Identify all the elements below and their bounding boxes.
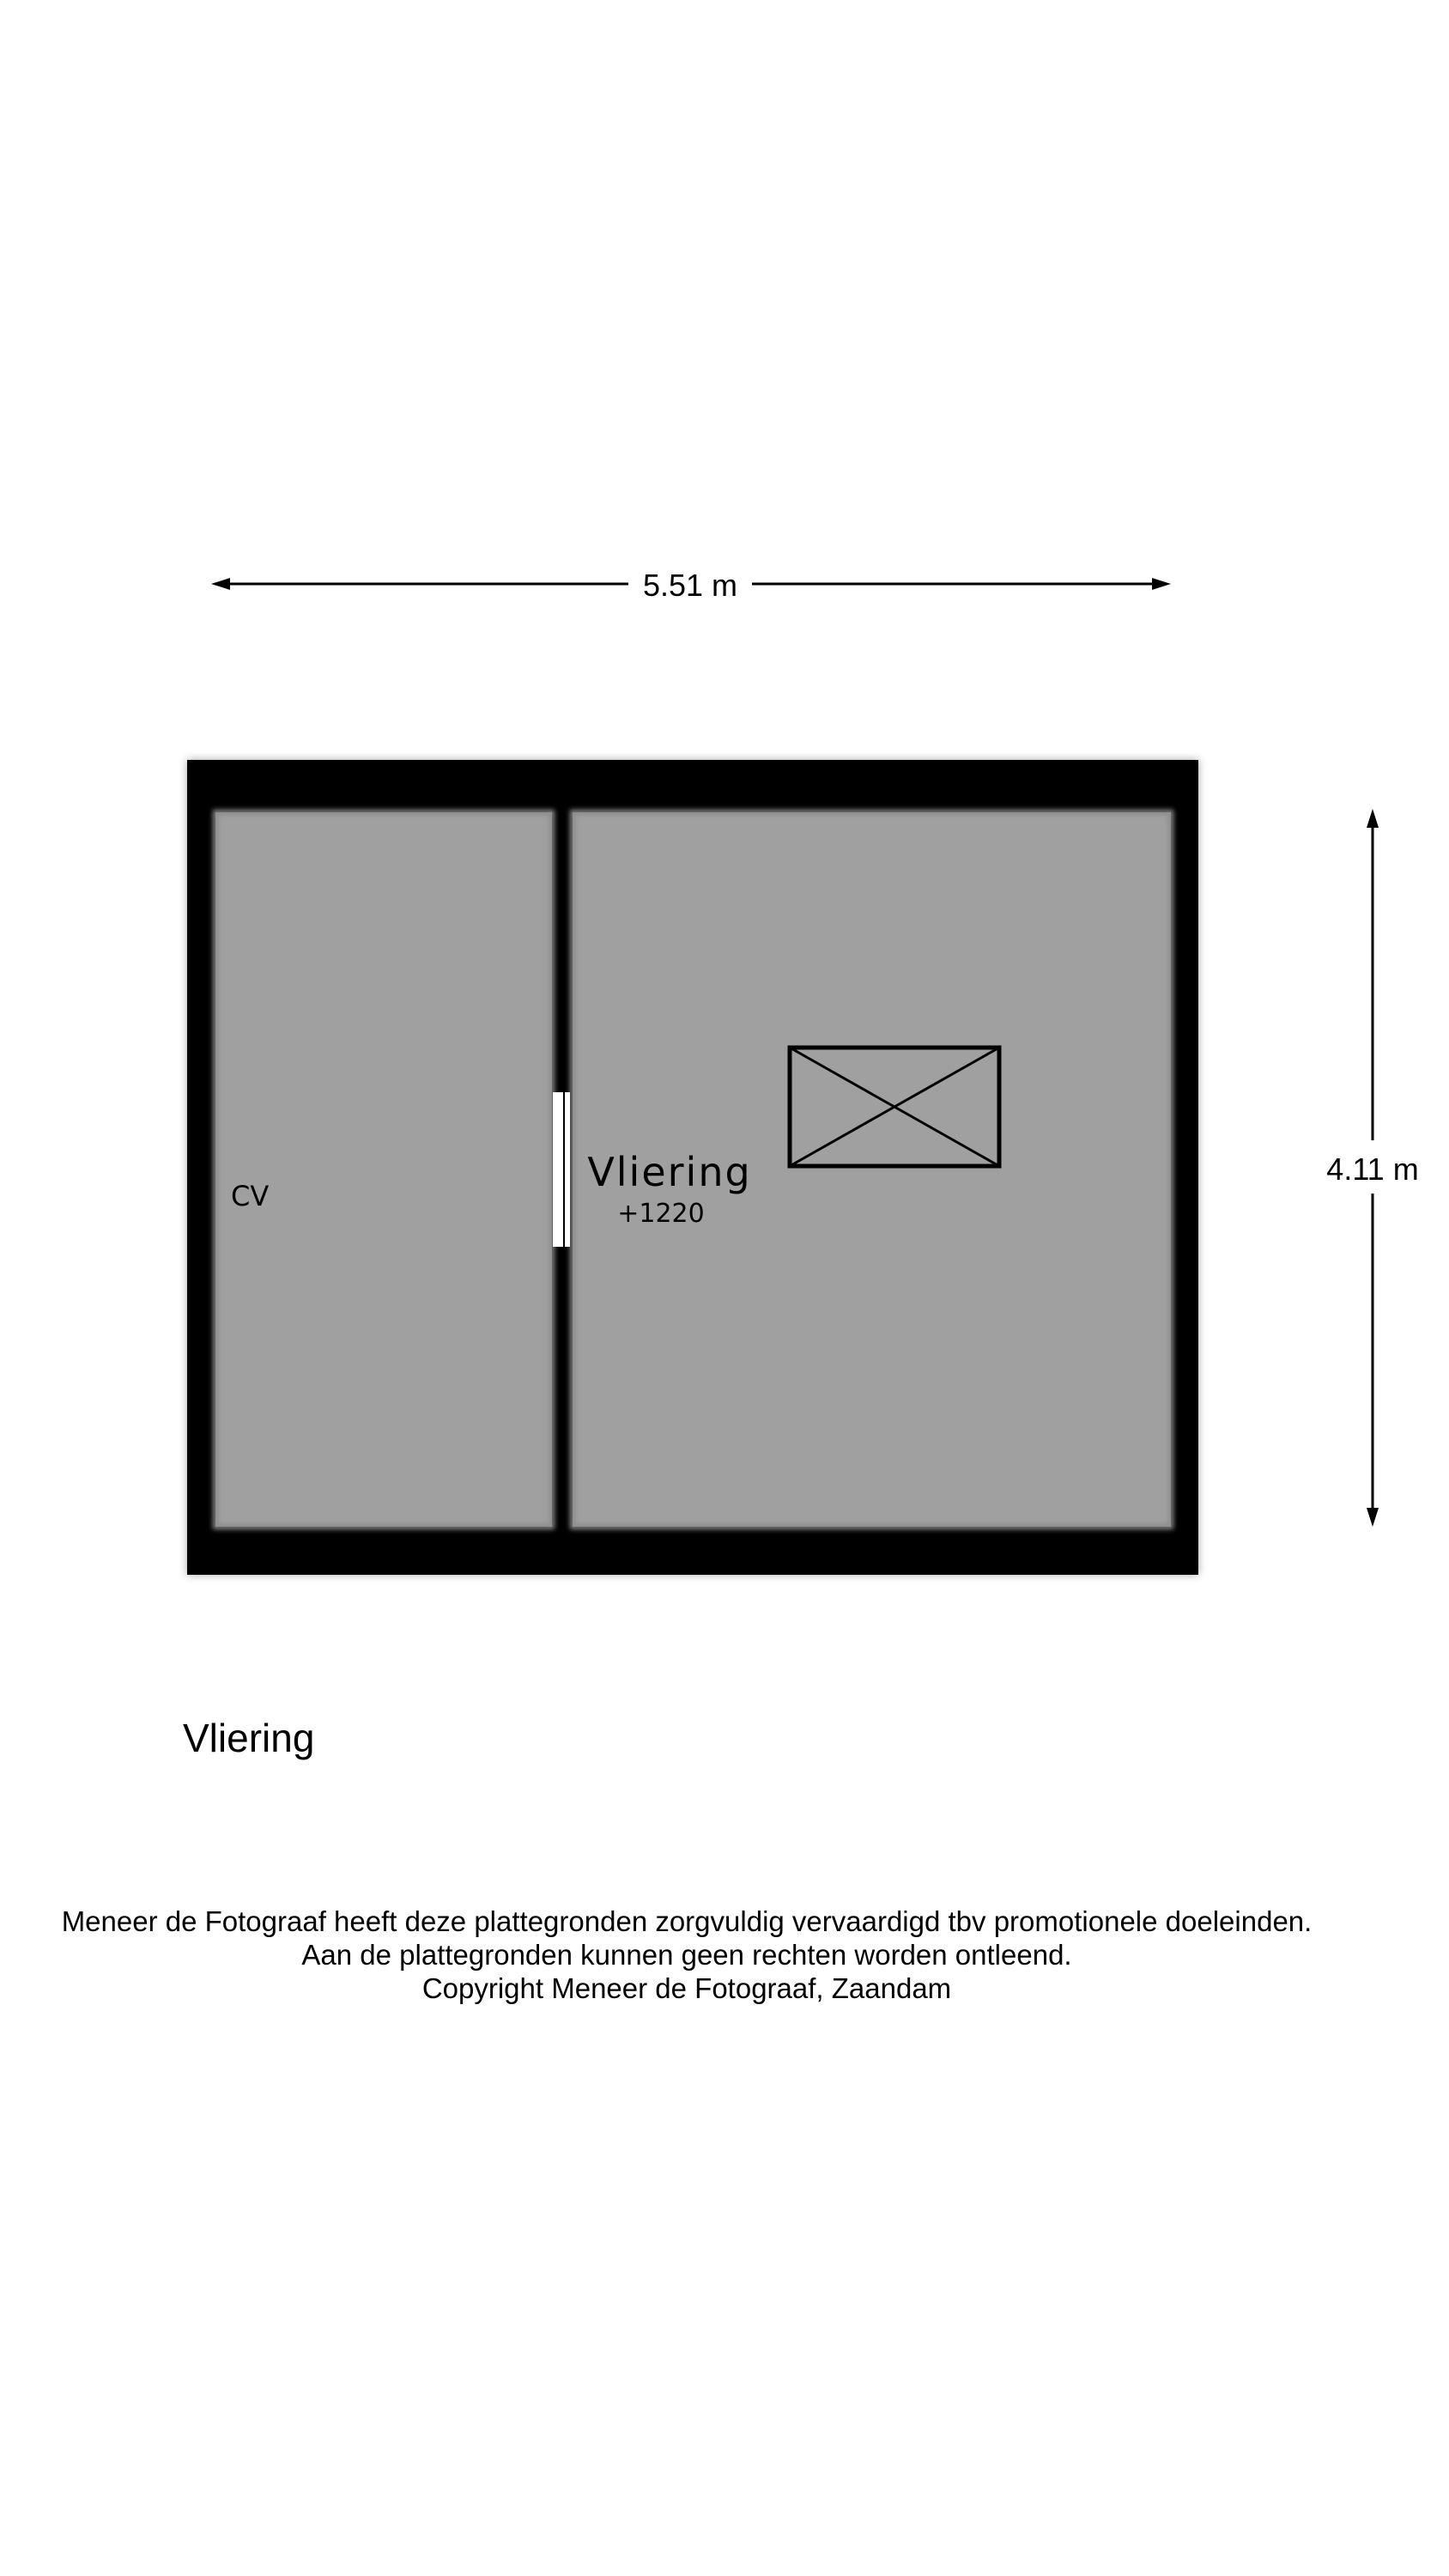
arrowhead-down-icon [1367,1508,1379,1527]
width-dimension [211,568,1171,603]
height-dimension [1326,809,1418,1527]
disclaimer-line-1: Meneer de Fotograaf heeft deze plattegronden zorgvuldig vervaardigd tbv promotionele doeleinden. [61,1905,1313,1937]
room-cv-floor [215,812,552,1527]
height-dimension-label: 4.11 m [1326,1151,1419,1187]
door-opening-left [553,1092,563,1247]
disclaimer [0,1905,1373,2005]
arrowhead-left-icon [211,578,230,590]
room-vliering-level: +1220 [617,1199,705,1229]
arrowhead-right-icon [1152,578,1171,590]
width-dimension-label: 5.51 m [642,568,738,603]
disclaimer-line-3: Copyright Meneer de Fotograaf, Zaandam [421,1972,952,2004]
room-cv-label: CV [231,1180,270,1212]
arrowhead-up-icon [1367,809,1379,828]
door-opening [553,1092,570,1247]
room-vliering-label: Vliering [587,1149,752,1195]
disclaimer-line-2: Aan de plattegronden kunnen geen rechten worden ontleend. [301,1939,1072,1971]
door-opening-right [565,1092,570,1247]
floor-title: Vliering [183,1716,315,1760]
